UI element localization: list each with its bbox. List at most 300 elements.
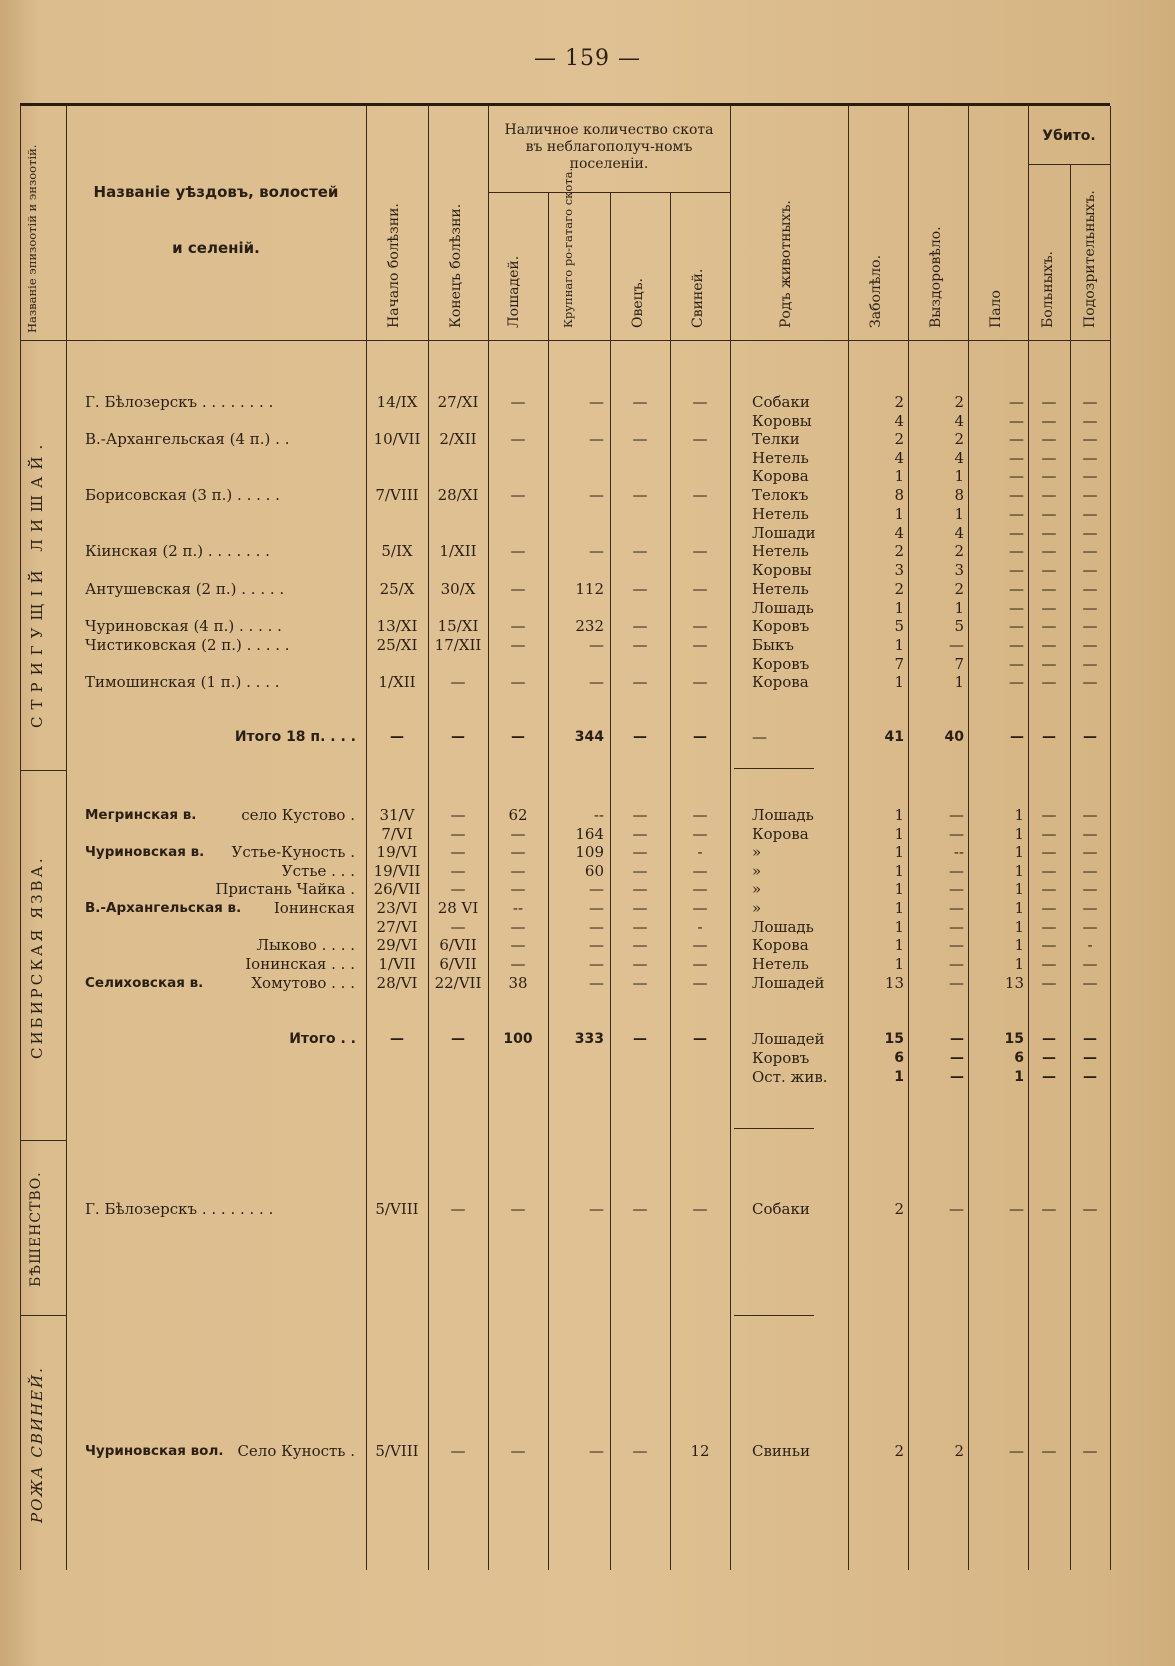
ringworm-row-killed-sick: — bbox=[1041, 467, 1057, 485]
ringworm-row-died: — bbox=[1009, 599, 1024, 617]
ringworm-row-died: — bbox=[1009, 449, 1024, 467]
anthrax-row-start: 26/VII bbox=[373, 880, 421, 898]
anthrax-row-killed-susp: — bbox=[1082, 974, 1098, 992]
header-cattle: Крупнаго ро-гатаго скота. bbox=[561, 167, 575, 328]
group-label-anthrax: СИБИРСКАЯ ЯЗВА. bbox=[28, 855, 46, 1060]
header-disease-end: Конецъ болѣзни. bbox=[448, 203, 464, 328]
anthrax-row-name-village: Хомутово . . . bbox=[251, 974, 355, 992]
anthrax-row-name-volost: Чуриновская в. bbox=[85, 844, 205, 860]
anthrax-row-start: 7/VI bbox=[381, 825, 413, 843]
group-separator-2 bbox=[20, 1315, 66, 1316]
anthrax-row-animal: Нетель bbox=[752, 955, 809, 973]
anthrax-row-recovered: — bbox=[949, 955, 964, 973]
anthrax-row-name-village: Пристань Чайка . bbox=[215, 880, 355, 898]
rabies-row-animal: Собаки bbox=[752, 1200, 810, 1218]
anthrax-row-sick: 1 bbox=[894, 806, 904, 824]
header-district-name-line2: и селеній. bbox=[172, 239, 260, 257]
anthrax-total-pigs: — bbox=[693, 1031, 707, 1047]
ringworm-row-animal: Коровъ bbox=[752, 655, 810, 673]
anthrax-row-horses: — bbox=[510, 918, 526, 936]
ringworm-row-pigs: — bbox=[692, 673, 708, 691]
rabies-row-name: Г. Бѣлозерскъ . . . . . . . . bbox=[85, 1200, 274, 1218]
ringworm-row-died: — bbox=[1009, 486, 1024, 504]
anthrax-row-end: — bbox=[450, 918, 466, 936]
swine-row-recovered: 2 bbox=[954, 1442, 964, 1460]
anthrax-row-sick: 13 bbox=[884, 974, 904, 992]
header-pigs: Свиней. bbox=[690, 268, 706, 328]
anthrax-row-sheep: — bbox=[632, 843, 648, 861]
ringworm-row-killed-susp: — bbox=[1082, 449, 1098, 467]
anthrax-row-name-village: Іонинская bbox=[273, 899, 355, 917]
ringworm-row-died: — bbox=[1009, 561, 1024, 579]
anthrax-row-cattle: — bbox=[589, 880, 604, 898]
ringworm-total-animal: — bbox=[752, 728, 767, 746]
anthrax-row-sheep: — bbox=[632, 918, 648, 936]
anthrax-row-died: 1 bbox=[1014, 806, 1024, 824]
ringworm-row-died: — bbox=[1009, 636, 1024, 654]
ringworm-total-sheep: — bbox=[633, 729, 647, 745]
anthrax-total-extra-killed-sick: — bbox=[1042, 1050, 1056, 1066]
anthrax-row-recovered: — bbox=[949, 918, 964, 936]
ringworm-row-end: 17/XII bbox=[434, 636, 482, 654]
ringworm-row-animal: Корова bbox=[752, 673, 809, 691]
ringworm-row-horses: — bbox=[510, 617, 526, 635]
anthrax-row-pigs: — bbox=[692, 899, 708, 917]
group-separator-1 bbox=[20, 1140, 66, 1141]
rabies-row-end: — bbox=[450, 1200, 466, 1218]
anthrax-row-killed-sick: — bbox=[1041, 974, 1057, 992]
anthrax-row-horses: -- bbox=[512, 899, 524, 917]
ringworm-row-killed-sick: — bbox=[1041, 561, 1057, 579]
ringworm-row-sick: 4 bbox=[894, 449, 904, 467]
anthrax-row-sheep: — bbox=[632, 880, 648, 898]
ringworm-row-animal: Коровы bbox=[752, 561, 812, 579]
anthrax-row-died: 13 bbox=[1004, 974, 1024, 992]
anthrax-row-died: 1 bbox=[1014, 899, 1024, 917]
anthrax-row-pigs: — bbox=[692, 955, 708, 973]
anthrax-total-sick: 15 bbox=[884, 1031, 904, 1047]
ringworm-row-recovered: 5 bbox=[954, 617, 964, 635]
ringworm-row-killed-susp: — bbox=[1082, 430, 1098, 448]
header-district-name-line1: Названіе уѣздовъ, волостей bbox=[93, 183, 339, 201]
ringworm-row-recovered: 1 bbox=[954, 505, 964, 523]
anthrax-row-horses: 38 bbox=[508, 974, 528, 992]
presence-subheader-line bbox=[488, 192, 730, 193]
ringworm-row-sheep: — bbox=[632, 636, 648, 654]
ringworm-row-recovered: 4 bbox=[954, 524, 964, 542]
ringworm-row-recovered: 1 bbox=[954, 599, 964, 617]
anthrax-total-extra-killed-susp: — bbox=[1083, 1050, 1097, 1066]
ringworm-row-sheep: — bbox=[632, 542, 648, 560]
ringworm-row-animal: Телки bbox=[752, 430, 800, 448]
anthrax-row-end: — bbox=[450, 806, 466, 824]
ringworm-row-cattle: 112 bbox=[575, 580, 604, 598]
anthrax-row-cattle: — bbox=[589, 974, 604, 992]
ringworm-row-animal: Корова bbox=[752, 467, 809, 485]
column-line-8 bbox=[730, 106, 731, 1570]
anthrax-row-recovered: — bbox=[949, 880, 964, 898]
ringworm-row-start: 25/XI bbox=[376, 636, 418, 654]
animal-separator-1 bbox=[734, 768, 814, 769]
ringworm-row-sheep: — bbox=[632, 486, 648, 504]
anthrax-row-cattle: -- bbox=[593, 806, 604, 824]
ringworm-row-sheep: — bbox=[632, 580, 648, 598]
anthrax-total-extra-animal: Ост. жив. bbox=[752, 1068, 828, 1086]
anthrax-total-extra-animal: Коровъ bbox=[752, 1049, 810, 1067]
ringworm-row-killed-sick: — bbox=[1041, 542, 1057, 560]
swine-row-cattle: — bbox=[589, 1442, 604, 1460]
anthrax-row-pigs: - bbox=[697, 918, 703, 936]
ringworm-row-end: — bbox=[450, 673, 466, 691]
ringworm-total-end: — bbox=[451, 729, 465, 745]
anthrax-row-killed-susp: — bbox=[1082, 825, 1098, 843]
ringworm-row-died: — bbox=[1009, 430, 1024, 448]
anthrax-total-extra-killed-sick: — bbox=[1042, 1069, 1056, 1085]
ringworm-row-horses: — bbox=[510, 393, 526, 411]
anthrax-row-sheep: — bbox=[632, 806, 648, 824]
anthrax-row-killed-sick: — bbox=[1041, 806, 1057, 824]
anthrax-row-name-volost: Селиховская в. bbox=[85, 975, 204, 991]
ringworm-row-animal: Собаки bbox=[752, 393, 810, 411]
group-label-swine-erysipelas: РОЖА СВИНЕЙ. bbox=[28, 1366, 46, 1524]
anthrax-row-killed-sick: — bbox=[1041, 955, 1057, 973]
rabies-row-horses: — bbox=[510, 1200, 526, 1218]
anthrax-row-animal: Лошадей bbox=[752, 974, 825, 992]
ringworm-row-sheep: — bbox=[632, 393, 648, 411]
ringworm-row-start: 13/XI bbox=[376, 617, 418, 635]
anthrax-row-killed-sick: — bbox=[1041, 862, 1057, 880]
swine-row-name-village: Село Куность . bbox=[237, 1442, 355, 1460]
anthrax-row-recovered: -- bbox=[953, 843, 964, 861]
rabies-row-cattle: — bbox=[589, 1200, 604, 1218]
ringworm-row-name: Антушевская (2 п.) . . . . . bbox=[85, 580, 285, 598]
ringworm-row-died: — bbox=[1009, 412, 1024, 430]
anthrax-row-start: 1/VII bbox=[378, 955, 416, 973]
ringworm-row-sick: 4 bbox=[894, 412, 904, 430]
anthrax-row-animal: Корова bbox=[752, 825, 809, 843]
ringworm-row-killed-sick: — bbox=[1041, 655, 1057, 673]
anthrax-row-name-village: село Кустово . bbox=[241, 806, 355, 824]
anthrax-row-horses: — bbox=[510, 880, 526, 898]
anthrax-row-animal: Корова bbox=[752, 936, 809, 954]
ringworm-row-killed-susp: — bbox=[1082, 542, 1098, 560]
anthrax-row-pigs: — bbox=[692, 974, 708, 992]
anthrax-total-died: 15 bbox=[1004, 1031, 1024, 1047]
anthrax-row-cattle: — bbox=[589, 918, 604, 936]
anthrax-row-recovered: — bbox=[949, 974, 964, 992]
anthrax-row-pigs: — bbox=[692, 825, 708, 843]
column-line-14 bbox=[1110, 106, 1111, 1570]
anthrax-total-name: Итого . . bbox=[289, 1031, 356, 1047]
anthrax-row-horses: — bbox=[510, 862, 526, 880]
anthrax-row-killed-sick: — bbox=[1041, 843, 1057, 861]
anthrax-row-pigs: — bbox=[692, 806, 708, 824]
anthrax-row-animal: Лошадь bbox=[752, 806, 814, 824]
anthrax-row-end: 28 VI bbox=[437, 899, 479, 917]
anthrax-total-extra-sick: 6 bbox=[894, 1050, 904, 1066]
ringworm-row-recovered: 1 bbox=[954, 673, 964, 691]
anthrax-row-cattle: — bbox=[589, 955, 604, 973]
anthrax-row-killed-sick: — bbox=[1041, 918, 1057, 936]
ringworm-row-killed-sick: — bbox=[1041, 673, 1057, 691]
anthrax-row-recovered: — bbox=[949, 936, 964, 954]
ringworm-row-recovered: 4 bbox=[954, 412, 964, 430]
ringworm-row-horses: — bbox=[510, 673, 526, 691]
anthrax-row-sick: 1 bbox=[894, 862, 904, 880]
ringworm-row-killed-sick: — bbox=[1041, 580, 1057, 598]
ringworm-row-animal: Телокъ bbox=[752, 486, 809, 504]
anthrax-row-cattle: — bbox=[589, 936, 604, 954]
ringworm-row-recovered: — bbox=[949, 636, 964, 654]
anthrax-row-died: 1 bbox=[1014, 862, 1024, 880]
animal-separator-3 bbox=[734, 1315, 814, 1316]
ringworm-row-pigs: — bbox=[692, 486, 708, 504]
ringworm-row-sick: 5 bbox=[894, 617, 904, 635]
ringworm-row-killed-susp: — bbox=[1082, 673, 1098, 691]
anthrax-row-died: 1 bbox=[1014, 918, 1024, 936]
anthrax-row-died: 1 bbox=[1014, 936, 1024, 954]
ringworm-row-killed-susp: — bbox=[1082, 393, 1098, 411]
anthrax-row-start: 31/V bbox=[379, 806, 415, 824]
anthrax-row-end: — bbox=[450, 880, 466, 898]
anthrax-row-killed-susp: — bbox=[1082, 862, 1098, 880]
ringworm-row-killed-susp: — bbox=[1082, 599, 1098, 617]
anthrax-total-extra-died: 1 bbox=[1014, 1069, 1024, 1085]
ringworm-row-start: 14/IX bbox=[376, 393, 418, 411]
anthrax-row-cattle: 164 bbox=[575, 825, 604, 843]
ringworm-row-end: 2/XII bbox=[439, 430, 477, 448]
ringworm-row-pigs: — bbox=[692, 636, 708, 654]
anthrax-total-sheep: — bbox=[633, 1031, 647, 1047]
ringworm-row-killed-susp: — bbox=[1082, 505, 1098, 523]
ringworm-row-sick: 4 bbox=[894, 524, 904, 542]
anthrax-row-horses: — bbox=[510, 936, 526, 954]
anthrax-row-horses: 62 bbox=[508, 806, 528, 824]
anthrax-row-end: — bbox=[450, 843, 466, 861]
ringworm-row-pigs: — bbox=[692, 580, 708, 598]
ringworm-row-sheep: — bbox=[632, 673, 648, 691]
ringworm-row-killed-sick: — bbox=[1041, 486, 1057, 504]
anthrax-row-name-village: Устье-Куность . bbox=[231, 843, 355, 861]
table-top-border bbox=[20, 103, 1110, 106]
ringworm-row-sick: 1 bbox=[894, 673, 904, 691]
anthrax-row-killed-sick: — bbox=[1041, 880, 1057, 898]
ringworm-row-died: — bbox=[1009, 655, 1024, 673]
ringworm-total-recovered: 40 bbox=[944, 729, 964, 745]
ringworm-row-sheep: — bbox=[632, 617, 648, 635]
ringworm-row-horses: — bbox=[510, 580, 526, 598]
anthrax-row-killed-sick: — bbox=[1041, 825, 1057, 843]
ringworm-row-sick: 1 bbox=[894, 505, 904, 523]
group-label-rabies: БѢШЕНСТВО. bbox=[28, 1171, 44, 1287]
anthrax-total-extra-recovered: — bbox=[950, 1069, 964, 1085]
ringworm-row-recovered: 1 bbox=[954, 467, 964, 485]
anthrax-total-extra-killed-susp: — bbox=[1083, 1069, 1097, 1085]
ringworm-row-name: Чистиковская (2 п.) . . . . . bbox=[85, 636, 290, 654]
swine-row-name-volost: Чуриновская вол. bbox=[85, 1443, 224, 1459]
ringworm-row-horses: — bbox=[510, 430, 526, 448]
ringworm-row-killed-susp: — bbox=[1082, 524, 1098, 542]
ringworm-row-killed-sick: — bbox=[1041, 599, 1057, 617]
anthrax-row-horses: — bbox=[510, 825, 526, 843]
anthrax-row-died: 1 bbox=[1014, 955, 1024, 973]
ringworm-row-recovered: 2 bbox=[954, 430, 964, 448]
anthrax-total-recovered: — bbox=[950, 1031, 964, 1047]
ringworm-row-horses: — bbox=[510, 542, 526, 560]
ringworm-row-end: 15/XI bbox=[437, 617, 479, 635]
ringworm-row-cattle: — bbox=[589, 393, 604, 411]
anthrax-row-end: 6/VII bbox=[439, 936, 477, 954]
anthrax-row-killed-susp: — bbox=[1082, 843, 1098, 861]
ringworm-row-animal: Нетель bbox=[752, 580, 809, 598]
header-sheep: Овецъ. bbox=[630, 277, 646, 328]
header-fell-ill: Заболѣло. bbox=[868, 254, 884, 328]
ringworm-row-sick: 2 bbox=[894, 430, 904, 448]
ringworm-row-start: 10/VII bbox=[373, 430, 421, 448]
ringworm-row-died: — bbox=[1009, 524, 1024, 542]
anthrax-row-start: 19/VII bbox=[373, 862, 421, 880]
swine-row-horses: — bbox=[510, 1442, 526, 1460]
anthrax-row-pigs: — bbox=[692, 880, 708, 898]
anthrax-row-sheep: — bbox=[632, 899, 648, 917]
ringworm-row-name: В.-Архангельская (4 п.) . . bbox=[85, 430, 290, 448]
ringworm-row-sheep: — bbox=[632, 430, 648, 448]
anthrax-row-start: 28/VI bbox=[376, 974, 418, 992]
swine-row-end: — bbox=[450, 1442, 466, 1460]
ringworm-row-animal: Нетель bbox=[752, 449, 809, 467]
rabies-row-died: — bbox=[1009, 1200, 1024, 1218]
anthrax-row-died: 1 bbox=[1014, 843, 1024, 861]
anthrax-row-sheep: — bbox=[632, 862, 648, 880]
ringworm-row-animal: Коровы bbox=[752, 412, 812, 430]
ringworm-row-end: 27/XI bbox=[437, 393, 479, 411]
anthrax-row-recovered: — bbox=[949, 862, 964, 880]
header-bottom-border bbox=[20, 340, 1110, 341]
ringworm-row-end: 28/XI bbox=[437, 486, 479, 504]
ringworm-row-animal: Лошадь bbox=[752, 599, 814, 617]
anthrax-row-cattle: 109 bbox=[575, 843, 604, 861]
anthrax-total-start: — bbox=[390, 1031, 404, 1047]
ringworm-row-killed-sick: — bbox=[1041, 505, 1057, 523]
anthrax-row-start: 19/VI bbox=[376, 843, 418, 861]
ringworm-row-killed-sick: — bbox=[1041, 430, 1057, 448]
ringworm-row-died: — bbox=[1009, 542, 1024, 560]
swine-row-pigs: 12 bbox=[690, 1442, 710, 1460]
ringworm-row-recovered: 2 bbox=[954, 542, 964, 560]
header-killed-sick: Больныхъ. bbox=[1040, 251, 1056, 328]
swine-row-animal: Свиньи bbox=[752, 1442, 811, 1460]
animal-separator-2 bbox=[734, 1128, 814, 1129]
ringworm-row-cattle: — bbox=[589, 430, 604, 448]
header-animal-kind: Родъ животныхъ. bbox=[778, 200, 794, 328]
anthrax-row-horses: — bbox=[510, 955, 526, 973]
anthrax-row-died: 1 bbox=[1014, 880, 1024, 898]
anthrax-row-killed-susp: — bbox=[1082, 880, 1098, 898]
ringworm-row-start: 25/X bbox=[379, 580, 415, 598]
ringworm-row-cattle: 232 bbox=[575, 617, 604, 635]
anthrax-row-recovered: — bbox=[949, 825, 964, 843]
ringworm-row-recovered: 2 bbox=[954, 580, 964, 598]
rabies-row-pigs: — bbox=[692, 1200, 708, 1218]
ringworm-row-killed-susp: — bbox=[1082, 636, 1098, 654]
rabies-row-recovered: — bbox=[949, 1200, 964, 1218]
group-separator-0 bbox=[20, 770, 66, 771]
anthrax-total-killed-sick: — bbox=[1042, 1031, 1056, 1047]
ringworm-total-sick: 41 bbox=[884, 729, 904, 745]
header-died: Пало bbox=[988, 290, 1004, 328]
ringworm-row-pigs: — bbox=[692, 430, 708, 448]
ringworm-row-pigs: — bbox=[692, 542, 708, 560]
anthrax-row-pigs: - bbox=[697, 843, 703, 861]
ringworm-row-horses: — bbox=[510, 486, 526, 504]
ringworm-row-sick: 1 bbox=[894, 636, 904, 654]
anthrax-total-animal: Лошадей bbox=[752, 1030, 825, 1048]
ringworm-row-killed-susp: — bbox=[1082, 655, 1098, 673]
anthrax-row-name-volost: В.-Архангельская в. bbox=[85, 900, 242, 916]
anthrax-total-horses: 100 bbox=[503, 1031, 533, 1047]
ringworm-row-cattle: — bbox=[589, 673, 604, 691]
ringworm-row-killed-sick: — bbox=[1041, 636, 1057, 654]
anthrax-row-name-village: Устье . . . bbox=[281, 862, 355, 880]
rabies-row-killed-susp: — bbox=[1082, 1200, 1098, 1218]
swine-row-killed-susp: — bbox=[1082, 1442, 1098, 1460]
group-label-ringworm: СТРИГУЩІЙ ЛИШАЙ. bbox=[28, 437, 46, 728]
ringworm-row-cattle: — bbox=[589, 542, 604, 560]
header-livestock-present: Наличное количество скота въ неблагополуч-номъ поселеніи. bbox=[504, 122, 714, 172]
ringworm-row-killed-sick: — bbox=[1041, 617, 1057, 635]
ringworm-total-cattle: 344 bbox=[574, 729, 604, 745]
ringworm-row-end: 30/X bbox=[440, 580, 476, 598]
ringworm-row-sick: 1 bbox=[894, 599, 904, 617]
ringworm-row-horses: — bbox=[510, 636, 526, 654]
ringworm-row-start: 5/IX bbox=[381, 542, 413, 560]
anthrax-row-killed-susp: - bbox=[1087, 936, 1093, 954]
anthrax-row-end: 22/VII bbox=[434, 974, 482, 992]
anthrax-row-recovered: — bbox=[949, 806, 964, 824]
rabies-row-start: 5/VIII bbox=[375, 1200, 419, 1218]
ringworm-row-animal: Нетель bbox=[752, 542, 809, 560]
ringworm-total-start: — bbox=[390, 729, 404, 745]
anthrax-row-sheep: — bbox=[632, 974, 648, 992]
killed-subheader-line bbox=[1028, 164, 1110, 165]
anthrax-total-killed-susp: — bbox=[1083, 1031, 1097, 1047]
ringworm-total-horses: — bbox=[511, 729, 525, 745]
column-line-0 bbox=[20, 106, 21, 1570]
anthrax-row-sheep: — bbox=[632, 936, 648, 954]
anthrax-row-end: — bbox=[450, 862, 466, 880]
anthrax-row-end: — bbox=[450, 825, 466, 843]
ringworm-row-sick: 2 bbox=[894, 542, 904, 560]
anthrax-row-name-village: Іонинская . . . bbox=[245, 955, 355, 973]
anthrax-row-killed-sick: — bbox=[1041, 899, 1057, 917]
ringworm-row-died: — bbox=[1009, 580, 1024, 598]
ringworm-row-killed-sick: — bbox=[1041, 449, 1057, 467]
ringworm-row-start: 1/XII bbox=[378, 673, 416, 691]
ringworm-row-name: Борисовская (3 п.) . . . . . bbox=[85, 486, 280, 504]
anthrax-row-name-volost: Мегринская в. bbox=[85, 807, 197, 823]
ringworm-row-killed-susp: — bbox=[1082, 580, 1098, 598]
swine-row-sheep: — bbox=[632, 1442, 648, 1460]
ringworm-row-animal: Нетель bbox=[752, 505, 809, 523]
anthrax-row-animal: » bbox=[752, 899, 762, 917]
anthrax-row-end: 6/VII bbox=[439, 955, 477, 973]
header-epizootic-name: Названіе эпизоотій и энзоотій. bbox=[25, 144, 39, 333]
header-killed-suspicious: Подозрительныхъ. bbox=[1082, 190, 1098, 328]
anthrax-row-start: 23/VI bbox=[376, 899, 418, 917]
anthrax-row-name-village: Лыково . . . . bbox=[256, 936, 355, 954]
ringworm-row-died: — bbox=[1009, 393, 1024, 411]
ringworm-row-start: 7/VIII bbox=[375, 486, 419, 504]
